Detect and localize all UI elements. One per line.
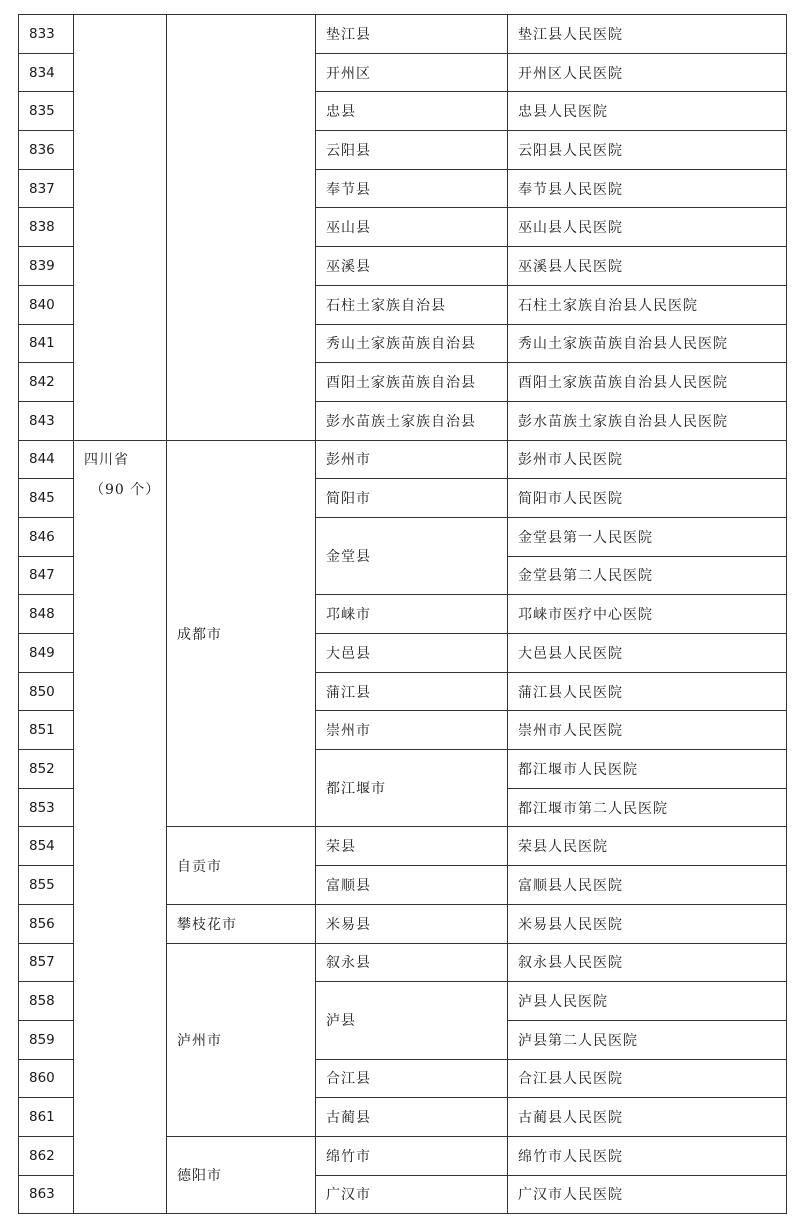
row-number: 853 [19, 788, 74, 827]
row-number: 842 [19, 363, 74, 402]
hospital-table [18, 14, 787, 1214]
county-cell: 富顺县 [316, 866, 508, 905]
row-number: 857 [19, 943, 74, 982]
row-number: 862 [19, 1136, 74, 1175]
county-cell: 邛崃市 [316, 595, 508, 634]
county-cell: 简阳市 [316, 479, 508, 518]
table-row [19, 440, 787, 479]
county-cell: 金堂县 [316, 517, 508, 594]
province-cell [74, 440, 167, 1214]
row-number: 847 [19, 556, 74, 595]
hospital-cell: 云阳县人民医院 [508, 131, 787, 170]
hospital-cell: 奉节县人民医院 [508, 169, 787, 208]
county-cell: 荣县 [316, 827, 508, 866]
county-cell: 叙永县 [316, 943, 508, 982]
county-cell: 绵竹市 [316, 1136, 508, 1175]
hospital-cell: 秀山土家族苗族自治县人民医院 [508, 324, 787, 363]
county-cell: 秀山土家族苗族自治县 [316, 324, 508, 363]
hospital-cell: 巫溪县人民医院 [508, 247, 787, 286]
row-number: 841 [19, 324, 74, 363]
row-number: 835 [19, 92, 74, 131]
county-cell: 崇州市 [316, 711, 508, 750]
hospital-cell: 巫山县人民医院 [508, 208, 787, 247]
city-cell: 德阳市 [167, 1136, 316, 1213]
county-cell: 都江堰市 [316, 750, 508, 827]
county-cell: 大邑县 [316, 634, 508, 673]
county-cell: 忠县 [316, 92, 508, 131]
row-number: 839 [19, 247, 74, 286]
county-cell: 石柱土家族自治县 [316, 285, 508, 324]
hospital-cell: 叙永县人民医院 [508, 943, 787, 982]
county-cell: 酉阳土家族苗族自治县 [316, 363, 508, 402]
row-number: 849 [19, 634, 74, 673]
hospital-cell: 泸县人民医院 [508, 982, 787, 1021]
county-cell: 米易县 [316, 904, 508, 943]
hospital-cell: 邛崃市医疗中心医院 [508, 595, 787, 634]
row-number: 837 [19, 169, 74, 208]
hospital-cell: 泸县第二人民医院 [508, 1020, 787, 1059]
hospital-cell: 合江县人民医院 [508, 1059, 787, 1098]
county-cell: 巫山县 [316, 208, 508, 247]
row-number: 834 [19, 53, 74, 92]
row-number: 838 [19, 208, 74, 247]
hospital-cell: 古蔺县人民医院 [508, 1098, 787, 1137]
row-number: 833 [19, 15, 74, 54]
county-cell: 合江县 [316, 1059, 508, 1098]
hospital-cell: 富顺县人民医院 [508, 866, 787, 905]
hospital-cell: 崇州市人民医院 [508, 711, 787, 750]
county-cell: 广汉市 [316, 1175, 508, 1214]
row-number: 836 [19, 131, 74, 170]
hospital-cell: 广汉市人民医院 [508, 1175, 787, 1214]
row-number: 846 [19, 517, 74, 556]
county-cell: 蒲江县 [316, 672, 508, 711]
city-cell-empty [167, 15, 316, 441]
hospital-cell: 石柱土家族自治县人民医院 [508, 285, 787, 324]
row-number: 843 [19, 401, 74, 440]
row-number: 848 [19, 595, 74, 634]
city-cell: 成都市 [167, 440, 316, 827]
row-number: 858 [19, 982, 74, 1021]
hospital-cell: 都江堰市第二人民医院 [508, 788, 787, 827]
hospital-cell: 酉阳土家族苗族自治县人民医院 [508, 363, 787, 402]
city-cell: 自贡市 [167, 827, 316, 904]
province-cell-empty [74, 15, 167, 441]
row-number: 850 [19, 672, 74, 711]
hospital-cell: 简阳市人民医院 [508, 479, 787, 518]
row-number: 851 [19, 711, 74, 750]
row-number: 854 [19, 827, 74, 866]
hospital-cell: 蒲江县人民医院 [508, 672, 787, 711]
county-cell: 奉节县 [316, 169, 508, 208]
row-number: 861 [19, 1098, 74, 1137]
hospital-cell: 都江堰市人民医院 [508, 750, 787, 789]
hospital-cell: 开州区人民医院 [508, 53, 787, 92]
row-number: 863 [19, 1175, 74, 1214]
hospital-cell: 彭州市人民医院 [508, 440, 787, 479]
hospital-cell: 金堂县第二人民医院 [508, 556, 787, 595]
county-cell: 彭水苗族土家族自治县 [316, 401, 508, 440]
row-number: 845 [19, 479, 74, 518]
row-number: 844 [19, 440, 74, 479]
county-cell: 泸县 [316, 982, 508, 1059]
row-number: 840 [19, 285, 74, 324]
county-cell: 彭州市 [316, 440, 508, 479]
county-cell: 开州区 [316, 53, 508, 92]
county-cell: 巫溪县 [316, 247, 508, 286]
county-cell: 云阳县 [316, 131, 508, 170]
province-name: 四川省 [84, 451, 129, 468]
table-row [19, 15, 787, 54]
hospital-cell: 忠县人民医院 [508, 92, 787, 131]
row-number: 860 [19, 1059, 74, 1098]
row-number: 859 [19, 1020, 74, 1059]
city-cell: 攀枝花市 [167, 904, 316, 943]
hospital-cell: 垫江县人民医院 [508, 15, 787, 54]
hospital-cell: 金堂县第一人民医院 [508, 517, 787, 556]
row-number: 855 [19, 866, 74, 905]
row-number: 852 [19, 750, 74, 789]
hospital-cell: 大邑县人民医院 [508, 634, 787, 673]
hospital-cell: 绵竹市人民医院 [508, 1136, 787, 1175]
province-count: （90 个） [90, 481, 161, 498]
hospital-cell: 荣县人民医院 [508, 827, 787, 866]
row-number: 856 [19, 904, 74, 943]
city-cell: 泸州市 [167, 943, 316, 1136]
hospital-cell: 米易县人民医院 [508, 904, 787, 943]
county-cell: 垫江县 [316, 15, 508, 54]
county-cell: 古蔺县 [316, 1098, 508, 1137]
hospital-cell: 彭水苗族土家族自治县人民医院 [508, 401, 787, 440]
